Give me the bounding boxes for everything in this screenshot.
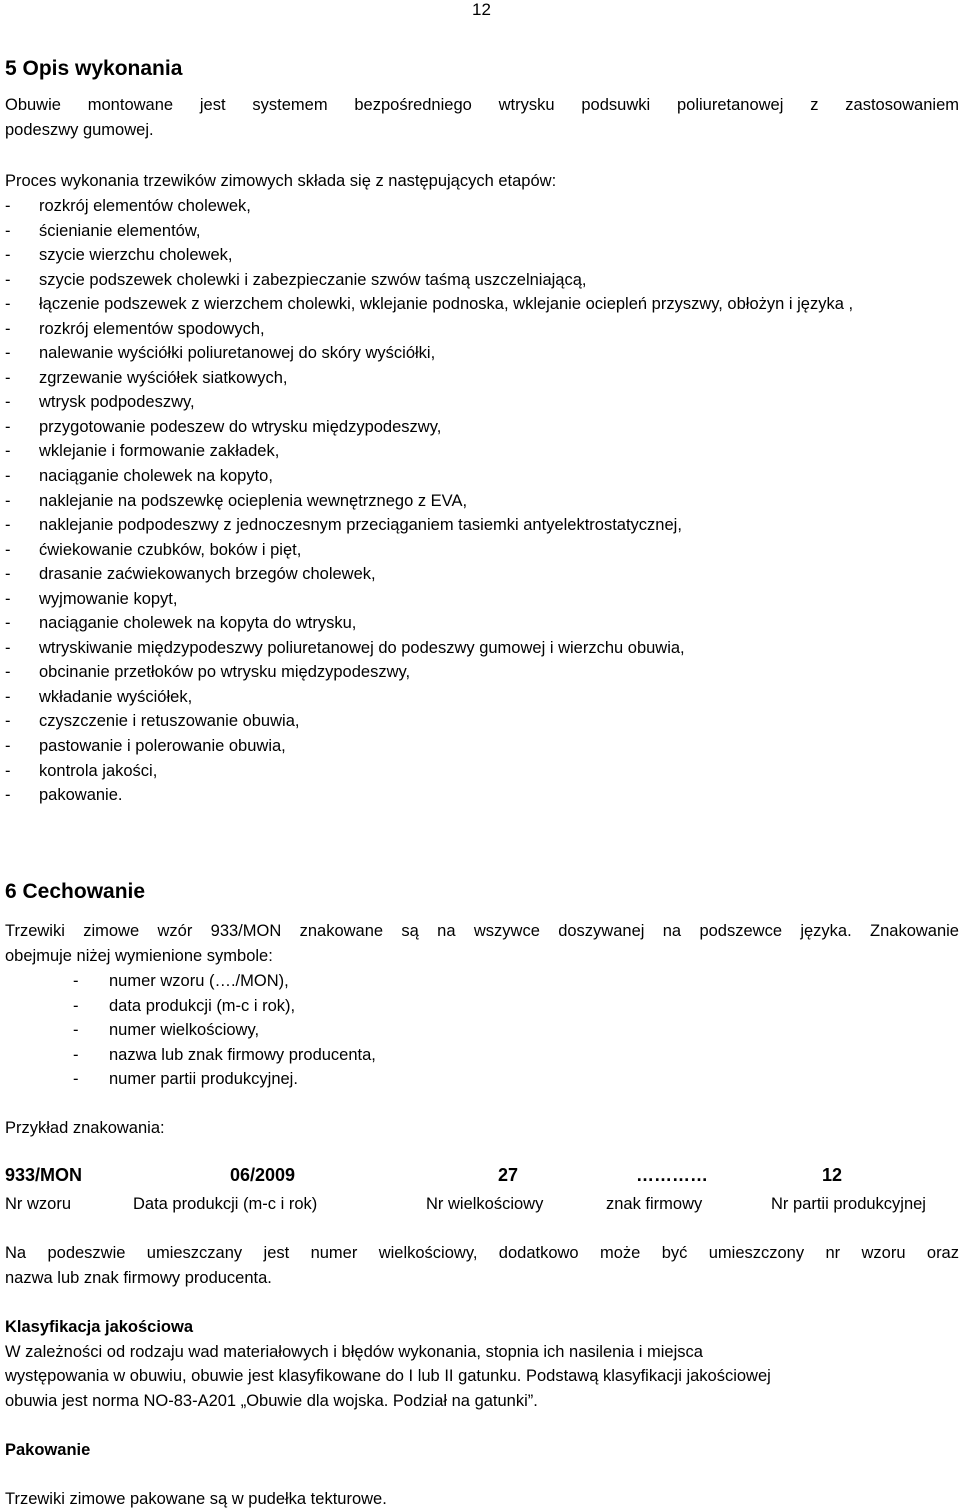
example-batch-label: Nr partii produkcyjnej [771,1195,926,1213]
list-item: - wtrysk podpodeszwy, [5,393,195,412]
list-item: - zgrzewanie wyściółek siatkowych, [5,368,288,387]
classification-line-2: występowania w obuwiu, obuwie jest klasyfikowane do I lub II gatunku. Podstawą klasyfikacji jakościowej [5,1367,771,1385]
list-item: - numer wielkościowy, [73,1021,260,1039]
packaging-title: Pakowanie [5,1441,91,1459]
list-item: - numer wzoru (…./MON), [73,972,289,990]
list-item: - pakowanie. [5,786,123,805]
classification-title: Klasyfikacja jakościowa [5,1318,194,1336]
sole-marking-line-1: Na podeszwie umieszczany jest numer wielkościowy, dodatkowo może być umieszczony nr wzoru oraz [5,1244,959,1262]
page-number: 12 [472,0,491,19]
example-model-label: Nr wzoru [5,1195,72,1213]
list-item: - rozkrój elementów cholewek, [5,197,251,215]
list-item: - szycie podszewek cholewki i zabezpieczanie szwów taśmą uszczelniającą, [5,270,587,289]
list-item: - nalewanie wyściółki poliuretanowej do skóry wyściółki, [5,344,436,363]
list-item: - naciąganie cholewek na kopyta do wtrysku, [5,614,357,633]
section-5-intro-line-2: podeszwy gumowej. [5,121,154,139]
list-item: - łączenie podszewek z wierzchem cholewki, wklejanie podnoska, wklejanie ociepleń przyszwy, obłożyn i języka , [5,295,854,314]
section-6-title: 6 Cechowanie [5,880,146,903]
example-size-label: Nr wielkościowy [426,1195,544,1213]
classification-line-1: W zależności od rodzaju wad materiałowych i błędów wykonania, stopnia ich nasilenia i miejsca [5,1343,703,1361]
example-brand-label: znak firmowy [606,1195,703,1213]
list-item: - pastowanie i polerowanie obuwia, [5,737,286,756]
symbols-list [73,969,376,1092]
list-item: - naklejanie na podszewkę ocieplenia wewnętrznego z EVA, [5,491,468,510]
section-5-title: 5 Opis wykonania [5,57,183,80]
example-size: 27 [498,1165,519,1185]
list-item: - obcinanie przetłoków po wtrysku międzypodeszwy, [5,663,411,682]
list-item: - wyjmowanie kopyt, [5,589,178,608]
list-item: - drasanie zaćwiekowanych brzegów cholewek, [5,565,376,584]
sole-marking-line-2: nazwa lub znak firmowy producenta. [5,1269,272,1287]
example-date: 06/2009 [230,1165,296,1185]
list-item: - naklejanie podpodeszwy z jednoczesnym przeciąganiem tasiemki antyelektrostatycznej, [5,516,682,535]
list-item: - wkładanie wyściółek, [5,687,193,706]
example-model: 933/MON [5,1165,83,1185]
list-item: - wklejanie i formowanie zakładek, [5,442,280,461]
process-steps-list [5,194,960,808]
example-brand: ………… [636,1165,708,1185]
list-item: - szycie wierzchu cholewek, [5,246,233,265]
list-item: - wtryskiwanie międzypodeszwy poliuretanowej do podeszwy gumowej i wierzchu obuwia, [5,638,685,657]
process-intro: Proces wykonania trzewików zimowych składa się z następujących etapów: [5,172,557,190]
packaging-text: Trzewiki zimowe pakowane są w pudełka tekturowe. [5,1490,387,1508]
list-item: - naciąganie cholewek na kopyto, [5,467,273,486]
example-label: Przykład znakowania: [5,1119,165,1137]
list-item: - kontrola jakości, [5,761,158,780]
list-item: - numer partii produkcyjnej. [73,1070,298,1088]
list-item: - przygotowanie podeszew do wtrysku międzypodeszwy, [5,417,442,436]
section-6-line-1: Trzewiki zimowe wzór 933/MON znakowane są na wszywce doszywanej na podszewce języka. Znakowanie [5,922,959,940]
example-date-label: Data produkcji (m-c i rok) [133,1195,318,1213]
section-6-line-2: obejmuje niżej wymienione symbole: [5,947,273,965]
classification-line-3: obuwia jest norma NO-83-A201 „Obuwie dla wojska. Podział na gatunki”. [5,1392,538,1410]
list-item: - data produkcji (m-c i rok), [73,996,296,1015]
list-item: - ścienianie elementów, [5,221,201,240]
list-item: - rozkrój elementów spodowych, [5,319,265,338]
list-item: - nazwa lub znak firmowy producenta, [73,1045,376,1064]
section-5-intro-line-1: Obuwie montowane jest systemem bezpośredniego wtrysku podsuwki poliuretanowej z zastosowaniem [5,96,959,114]
list-item: - ćwiekowanie czubków, boków i pięt, [5,540,302,559]
example-batch: 12 [822,1165,843,1185]
list-item: - czyszczenie i retuszowanie obuwia, [5,712,300,731]
